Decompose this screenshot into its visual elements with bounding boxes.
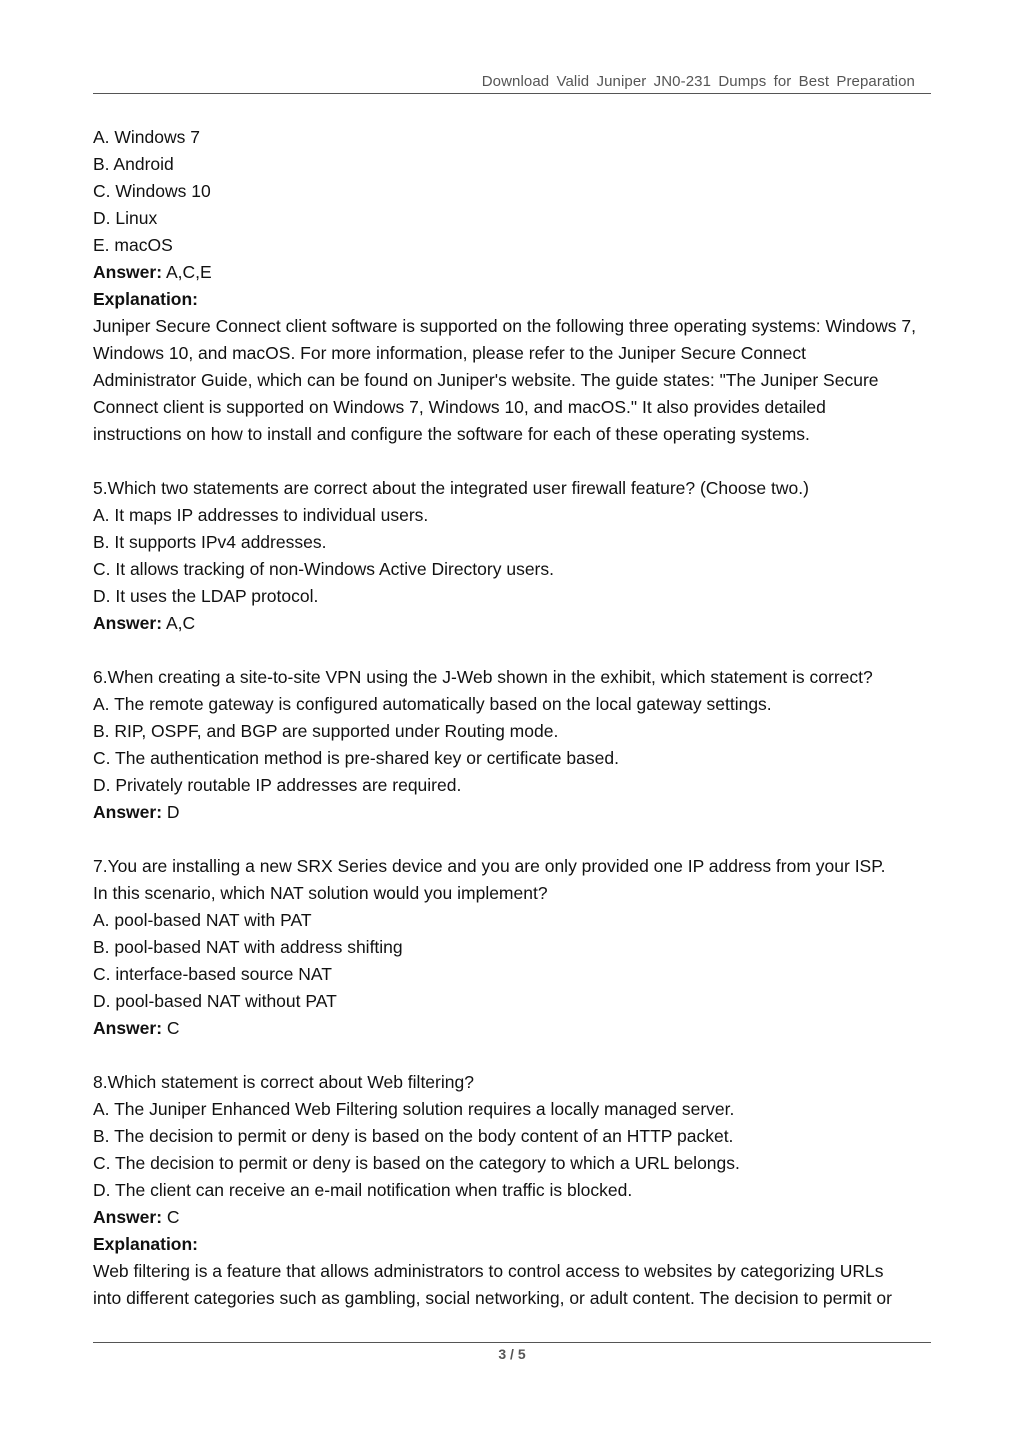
line-text: C. The decision to permit or deny is based on the category to which a URL belongs. [93,1153,740,1173]
line-text: C. Windows 10 [93,181,211,201]
page-header [93,72,931,94]
text-line [93,961,943,988]
line-text: Connect client is supported on Windows 7, Windows 10, and macOS." It also provides detailed [93,397,826,417]
answer-line [93,259,943,286]
blank-line [93,826,943,853]
line-text: Juniper Secure Connect client software is supported on the following three operating systems: Windows 7, [93,316,916,336]
explanation-heading [93,1231,943,1258]
line-text: B. RIP, OSPF, and BGP are supported under Routing mode. [93,721,559,741]
text-line [93,151,943,178]
text-line [93,232,943,259]
line-label: Answer: [93,613,163,633]
line-text: 5.Which two statements are correct about the integrated user firewall feature? (Choose two.) [93,478,809,498]
line-text: A,C,E [162,262,212,282]
text-line [93,1096,943,1123]
text-line [93,1258,943,1285]
answer-line [93,1015,943,1042]
line-text: A. The remote gateway is configured automatically based on the local gateway settings. [93,694,772,714]
line-text: A. It maps IP addresses to individual users. [93,505,429,525]
text-line [93,394,943,421]
line-text: B. Android [93,154,174,174]
line-text: C [162,1018,180,1038]
line-text: D. It uses the LDAP protocol. [93,586,319,606]
line-text: D. pool-based NAT without PAT [93,991,337,1011]
answer-line [93,610,943,637]
text-line [93,367,943,394]
text-line [93,313,943,340]
line-text: A,C [162,613,196,633]
text-line [93,907,943,934]
footer-divider [93,1342,931,1343]
text-line [93,556,943,583]
blank-line [93,448,943,475]
line-text: 6.When creating a site-to-site VPN using the J-Web shown in the exhibit, which statement is correct? [93,667,873,687]
line-text: D. The client can receive an e-mail notification when traffic is blocked. [93,1180,633,1200]
text-line [93,1285,943,1312]
line-text: instructions on how to install and configure the software for each of these operating systems. [93,424,810,444]
line-text: In this scenario, which NAT solution would you implement? [93,883,548,903]
text-line [93,205,943,232]
line-label: Answer: [93,802,163,822]
explanation-heading [93,286,943,313]
text-line [93,502,943,529]
line-text: D [162,802,180,822]
text-line [93,772,943,799]
line-text: D. Linux [93,208,158,228]
line-text: B. pool-based NAT with address shifting [93,937,403,957]
line-text: D. Privately routable IP addresses are required. [93,775,462,795]
line-text: C [162,1207,180,1227]
line-text: into different categories such as gambling, social networking, or adult content. The decision to permit or [93,1288,892,1308]
text-line [93,1123,943,1150]
text-line [93,1150,943,1177]
text-line [93,178,943,205]
line-text: E. macOS [93,235,173,255]
text-line [93,124,943,151]
text-line [93,421,943,448]
page-number: 3 / 5 [498,1346,526,1362]
text-line [93,934,943,961]
line-label: Explanation: [93,289,199,309]
text-line [93,475,943,502]
line-label: Answer: [93,1018,163,1038]
text-line [93,718,943,745]
answer-line [93,799,943,826]
text-line [93,529,943,556]
line-text: A. pool-based NAT with PAT [93,910,312,930]
header-title: Download Valid Juniper JN0-231 Dumps for Best Preparation [481,73,915,90]
text-line [93,745,943,772]
answer-line [93,1204,943,1231]
line-label: Answer: [93,1207,163,1227]
line-text: A. Windows 7 [93,127,200,147]
line-text: Windows 10, and macOS. For more information, please refer to the Juniper Secure Connect [93,343,806,363]
line-text: 8.Which statement is correct about Web filtering? [93,1072,474,1092]
text-line [93,1069,943,1096]
line-text: A. The Juniper Enhanced Web Filtering solution requires a locally managed server. [93,1099,735,1119]
line-text: 7.You are installing a new SRX Series device and you are only provided one IP address from your ISP. [93,856,886,876]
line-text: B. The decision to permit or deny is based on the body content of an HTTP packet. [93,1126,734,1146]
text-line [93,1177,943,1204]
text-line [93,691,943,718]
blank-line [93,637,943,664]
text-line [93,853,943,880]
line-label: Answer: [93,262,163,282]
line-text: Administrator Guide, which can be found on Juniper's website. The guide states: "The Juniper Secure [93,370,879,390]
line-text: Web filtering is a feature that allows administrators to control access to websites by categorizing URLs [93,1261,884,1281]
document-body [93,124,943,1312]
text-line [93,340,943,367]
line-text: C. It allows tracking of non-Windows Active Directory users. [93,559,554,579]
text-line [93,583,943,610]
line-label: Explanation: [93,1234,199,1254]
line-text: C. interface-based source NAT [93,964,332,984]
line-text: C. The authentication method is pre-shared key or certificate based. [93,748,619,768]
blank-line [93,1042,943,1069]
text-line [93,664,943,691]
text-line [93,988,943,1015]
line-text: B. It supports IPv4 addresses. [93,532,327,552]
text-line [93,880,943,907]
